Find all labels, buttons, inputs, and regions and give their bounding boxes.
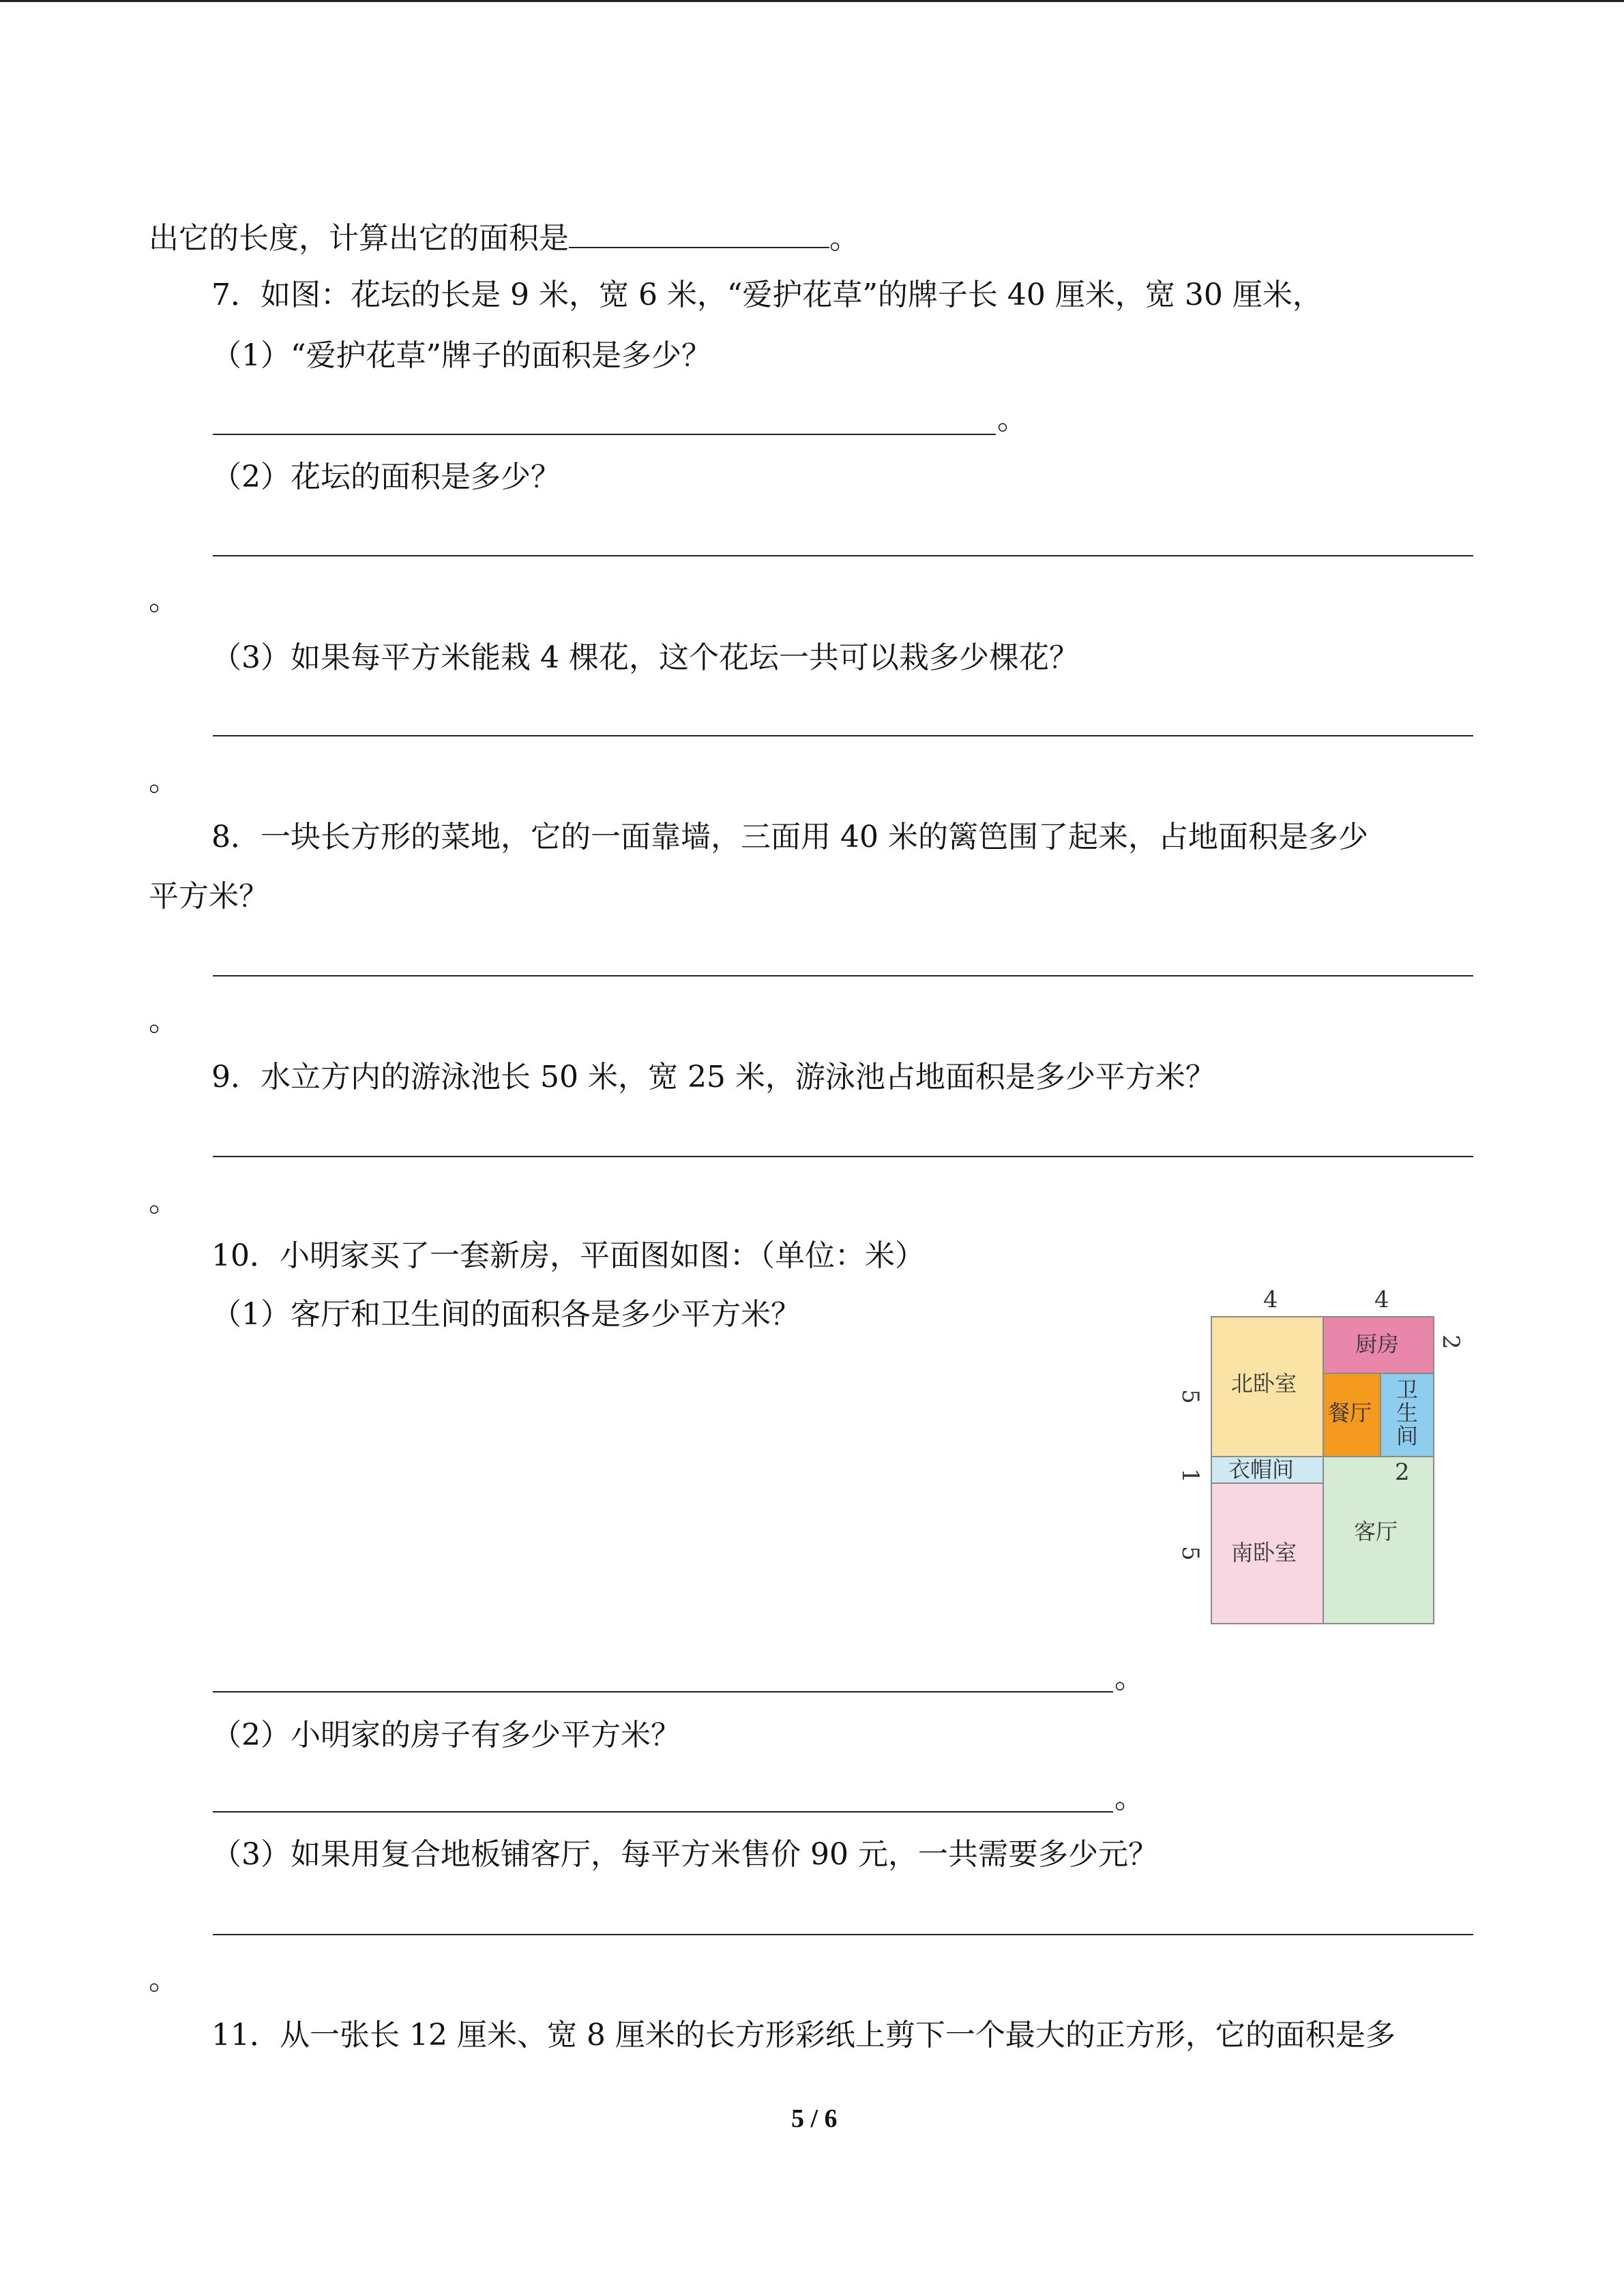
answer-line-9[interactable] <box>213 1156 1473 1157</box>
period: 。 <box>149 1962 179 1997</box>
question-7-part-2: （2）花坛的面积是多少？ <box>211 460 561 494</box>
page-number: 5 / 6 <box>791 2104 838 2133</box>
dim-top-left: 4 <box>1263 1286 1278 1313</box>
room-closet <box>1211 1456 1324 1484</box>
room-label: 餐厅 <box>1328 1400 1372 1426</box>
period: 。 <box>1114 1780 1145 1815</box>
dim-left-lower: 5 <box>1176 1546 1204 1561</box>
period: 。 <box>149 763 179 798</box>
question-8-continuation: 平方米？ <box>149 879 269 914</box>
floor-plan-figure <box>1176 1282 1466 1650</box>
answer-line-10-1[interactable] <box>213 1691 1113 1693</box>
question-7-part-3: （3）如果每平方米能栽 4 棵花，这个花坛一共可以栽多少棵花？ <box>211 640 1079 675</box>
question-7-part-1: （1）“爱护花草”牌子的面积是多少？ <box>211 338 711 373</box>
dim-living-inner: 2 <box>1395 1459 1410 1486</box>
answer-blank[interactable] <box>569 217 829 248</box>
room-label: 厨房 <box>1355 1331 1400 1357</box>
room-kitchen <box>1323 1316 1434 1374</box>
answer-line-7-3[interactable] <box>213 735 1473 736</box>
period: 。 <box>1114 1660 1145 1695</box>
question-10-part-1: （1）客厅和卫生间的面积各是多少平方米？ <box>211 1297 801 1332</box>
question-11: 11．从一张长 12 厘米、宽 8 厘米的长方形彩纸上剪下一个最大的正方形，它的面积是多 <box>211 2018 1396 2053</box>
question-8: 8．一块长方形的菜地，它的一面靠墙，三面用 40 米的篱笆围了起来，占地面积是多少 <box>211 820 1368 854</box>
room-dining <box>1323 1373 1381 1457</box>
question-7: 7．如图：花坛的长是 9 米，宽 6 米，“爱护花草”的牌子长 40 厘米，宽 30 厘米， <box>211 278 1323 312</box>
answer-line-7-1[interactable] <box>213 434 996 435</box>
dim-top-right: 4 <box>1374 1286 1389 1313</box>
question-10-part-3: （3）如果用复合地板铺客厅，每平方米售价 90 元，一共需要多少元？ <box>211 1837 1158 1872</box>
period: 。 <box>149 1184 179 1219</box>
question-9: 9．水立方内的游泳池长 50 米，宽 25 米，游泳池占地面积是多少平方米？ <box>211 1060 1215 1094</box>
room-label: 客厅 <box>1354 1519 1398 1545</box>
period: 。 <box>149 582 179 617</box>
answer-line-10-2[interactable] <box>213 1811 1113 1813</box>
dim-left-upper: 5 <box>1176 1389 1204 1404</box>
page-top-border <box>0 0 1624 2</box>
room-south-bedroom <box>1211 1482 1324 1624</box>
answer-line-8[interactable] <box>213 975 1473 976</box>
question-6-continuation <box>149 217 859 259</box>
question-text: 出它的长度，计算出它的面积是 <box>149 221 569 256</box>
answer-line-7-2[interactable] <box>213 555 1473 556</box>
room-label: 南卧室 <box>1231 1540 1297 1566</box>
room-label: 北卧室 <box>1231 1371 1297 1397</box>
question-10: 10．小明家买了一套新房，平面图如图：（单位：米） <box>211 1238 925 1273</box>
period: 。 <box>997 402 1027 436</box>
dim-kitchen-height: 2 <box>1436 1335 1464 1350</box>
room-north-bedroom <box>1211 1316 1324 1457</box>
room-label: 卫生间 <box>1396 1377 1419 1449</box>
room-label: 衣帽间 <box>1228 1457 1295 1482</box>
room-living-room <box>1323 1456 1434 1624</box>
question-10-part-2: （2）小明家的房子有多少平方米？ <box>211 1718 681 1753</box>
answer-line-10-3[interactable] <box>213 1934 1473 1935</box>
period: 。 <box>829 221 859 256</box>
dim-left-middle: 1 <box>1176 1468 1204 1483</box>
period: 。 <box>149 1003 179 1038</box>
room-bathroom <box>1380 1373 1434 1457</box>
